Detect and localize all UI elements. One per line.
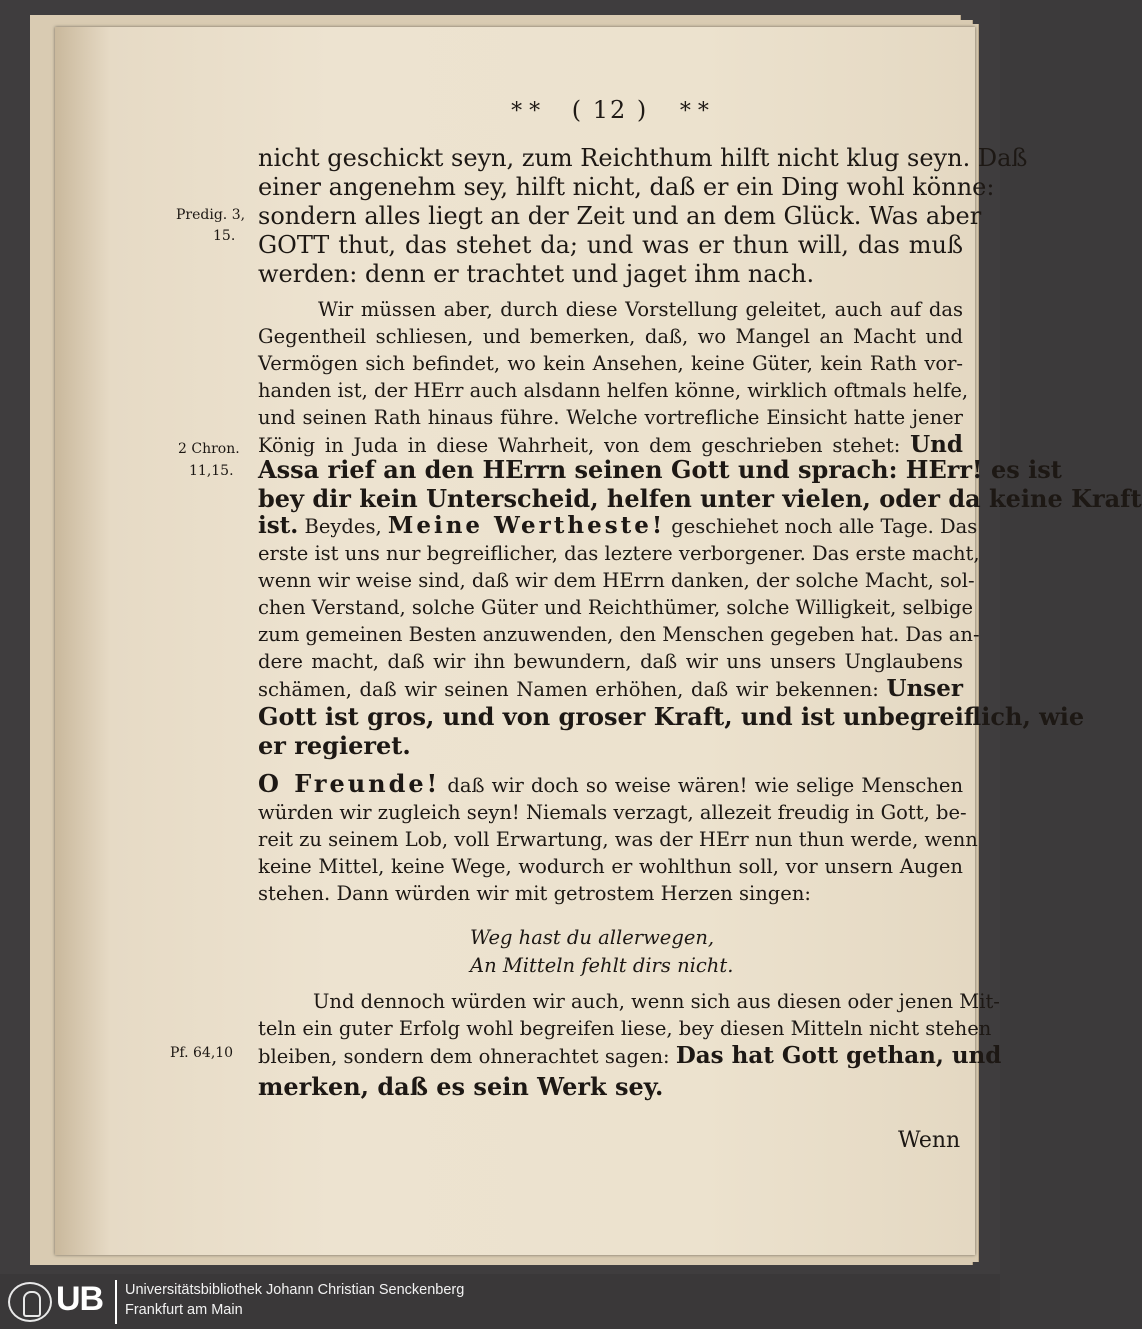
text-run: schämen, daß wir seinen Namen erhöhen, daß wir bekennen: (258, 678, 879, 701)
library-seal-icon (8, 1282, 52, 1322)
verse-line: Weg hast du allerwegen, (470, 926, 715, 949)
confession-quote (258, 702, 1085, 760)
logo-divider (115, 1280, 117, 1324)
scripture-quote (258, 455, 1142, 513)
library-footer (0, 1274, 1000, 1329)
verse-line: An Mitteln fehlt dirs nicht. (470, 954, 734, 977)
text-line: teln ein guter Erfolg wohl begreifen liese, bey diesen Mitteln nicht stehen (258, 1017, 992, 1040)
text-line: sondern alles liegt an der Zeit und an dem Glück. Was aber (258, 202, 982, 230)
institution-name (125, 1280, 464, 1320)
margin-note: 11,15. (189, 463, 234, 479)
text-line: Gegentheil schliesen, und bemerken, daß, wo Mangel an Macht und (258, 325, 963, 348)
margin-note: Predig. 3, (176, 207, 246, 223)
page-header (510, 96, 710, 124)
text-line: dere macht, daß wir ihn bewundern, daß wir uns unsers Unglaubens (258, 650, 963, 673)
ornament-stars-left: * * (511, 99, 541, 124)
text-line: handen ist, der HErr auch alsdann helfen könne, wirklich oftmals helfe, (258, 379, 969, 402)
emphasis-text: Das hat Gott gethan, und (675, 1042, 1002, 1069)
closing-quote (258, 1072, 963, 1101)
page-number: ( 12 ) (571, 96, 649, 124)
text-run: geschiehet noch alle Tage. Das (671, 515, 978, 538)
text-line: chen Verstand, solche Güter und Reichthümer, solche Willigkeit, selbige (258, 596, 974, 619)
text-line: Und dennoch würden wir auch, wenn sich aus diesen oder jenen Mit- (313, 990, 1000, 1013)
text-line: merken, daß es sein Werk sey. (258, 1072, 664, 1101)
text-line: würden wir zugleich seyn! Niemals verzagt, allezeit freudig in Gott, be- (258, 801, 967, 824)
text-line (258, 1042, 1002, 1070)
address-spaced-text: O Freunde! (258, 769, 441, 798)
text-line: Gott ist gros, und von groser Kraft, und ist unbegreiflich, wie (258, 702, 1085, 731)
address-spaced-text: Meine Wertheste! (387, 512, 666, 539)
institution-city: Frankfurt am Main (125, 1302, 243, 1318)
text-run: König in Juda in diese Wahrheit, von dem geschrieben stehet: (258, 434, 901, 457)
text-line (258, 675, 963, 703)
text-line (258, 512, 978, 540)
text-line: reit zu seinem Lob, voll Erwartung, was der HErr nun thun werde, wenn (258, 828, 978, 851)
text-line: und seinen Rath hinaus führe. Welche vortrefliche Einsicht hatte jener (258, 406, 963, 429)
margin-note: Pf. 64,10 (170, 1045, 234, 1061)
hymn-verse (470, 924, 733, 980)
text-line: wenn wir weise sind, daß wir dem HErrn danken, der solche Macht, sol- (258, 569, 975, 592)
ornament-stars-right: * * (679, 99, 709, 124)
text-run: Beydes, (304, 515, 382, 538)
emphasis-text: ist. (258, 512, 299, 539)
text-line: einer angenehm sey, hilft nicht, daß er ein Ding wohl könne: (258, 173, 995, 201)
paragraph-2-continued (258, 512, 980, 703)
text-line: Assa rief an den HErrn seinen Gott und sprach: HErr! es ist (258, 455, 1062, 484)
text-line: Wir müssen aber, durch diese Vorstellung geleitet, auch auf das (318, 298, 963, 321)
text-line (258, 770, 963, 799)
text-line: zum gemeinen Besten anzuwenden, den Menschen gegeben hat. Das an- (258, 623, 980, 646)
emphasis-text: Unser (886, 675, 964, 702)
text-line: Vermögen sich befindet, wo kein Ansehen, keine Güter, kein Rath vor- (258, 352, 963, 375)
paragraph-1 (258, 144, 1028, 289)
library-logo: UB (56, 1280, 104, 1318)
text-run: bleiben, sondern dem ohnerachtet sagen: (258, 1045, 670, 1068)
text-line: werden: denn er trachtet und jaget ihm nach. (258, 260, 815, 288)
text-line: stehen. Dann würden wir mit getrostem Herzen singen: (258, 882, 811, 905)
catchword: Wenn (898, 1128, 961, 1153)
text-line: erste ist uns nur begreiflicher, das leztere verborgener. Das erste macht, (258, 542, 980, 565)
text-line: bey dir kein Unterscheid, helfen unter vielen, oder da keine Kraft (258, 484, 1142, 513)
text-line: er regieret. (258, 731, 411, 760)
paragraph-4 (258, 988, 1002, 1070)
emphasis-text: Und (910, 431, 963, 458)
paragraph-2 (258, 296, 969, 459)
institution-line: Universitätsbibliothek Johann Christian Senckenberg (125, 1282, 465, 1298)
text-line: keine Mittel, keine Wege, wodurch er wohlthun soll, vor unsern Augen (258, 855, 963, 878)
text-run: daß wir doch so weise wären! wie selige Menschen (447, 774, 964, 797)
text-line: GOTT thut, das stehet da; und was er thun will, das muß (258, 231, 963, 259)
margin-note: 15. (213, 228, 236, 244)
text-line: nicht geschickt seyn, zum Reichthum hilft nicht klug seyn. Daß (258, 144, 1028, 172)
margin-note: 2 Chron. (178, 441, 240, 457)
paragraph-3 (258, 769, 978, 907)
